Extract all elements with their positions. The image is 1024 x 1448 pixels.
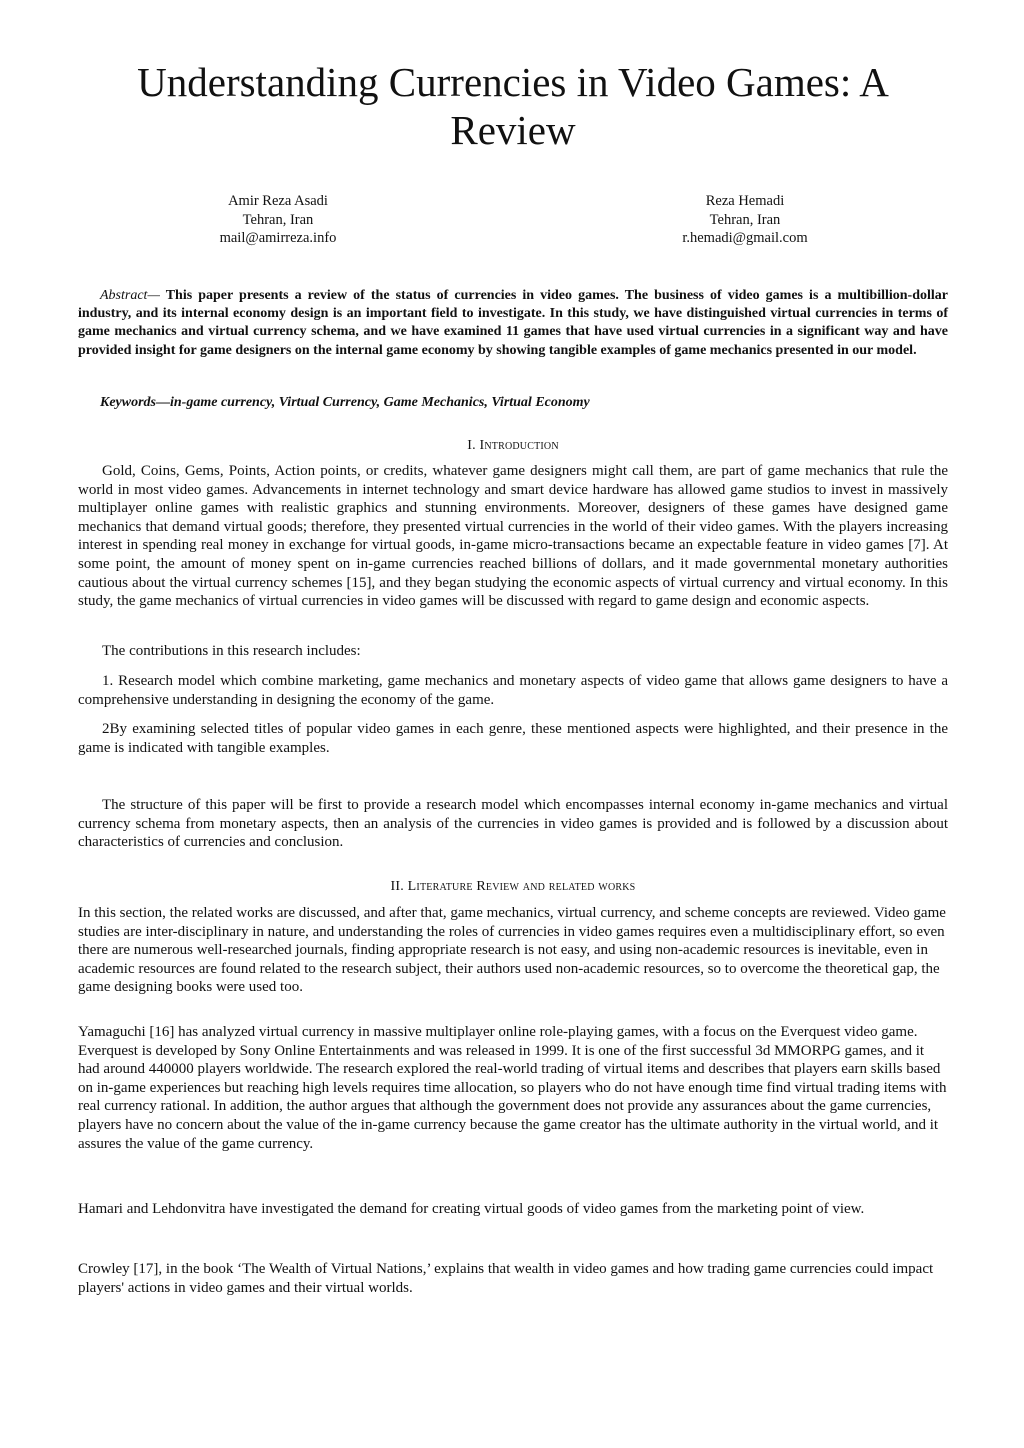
abstract xyxy=(78,287,948,360)
contributions-lead: The contributions in this research includes: xyxy=(102,643,361,659)
author-2-email: r.hemadi@gmail.com xyxy=(682,230,808,246)
author-2-name: Reza Hemadi xyxy=(705,193,785,209)
structure-paragraph: The structure of this paper will be first to provide a research model which encompasses internal economy in-game mechanics and virtual currency schema from monetary aspects, then an analysis of the currencies in video games is provided and is followed by a discussion about characteristics of currencies and conclusion. xyxy=(78,797,948,851)
intro-paragraph: Gold, Coins, Gems, Points, Action points, or credits, whatever game designers might call them, are part of game mechanics that rule the world in most video games. Advancements in internet technology and smart device hardware has allowed game studios to invest in massively multiplayer online games with realistic graphics and stunning environments. Moreover, designers of these games have designed game mechanics that demand virtual goods; therefore, they presented virtual currencies in the world of their video games. With the players increasing interest in spending real money in exchange for virtual goods, in-game micro-transactions became an expectable feature in video games [7]. At some point, the amount of money spent on in-game currencies reached billions of dollars, and it made governmental monetary authorities cautious about the virtual currency schemes [15], and they began studying the economic aspects of virtual currency and virtual economy. In this study, the game mechanics of virtual currencies in video games will be discussed with regard to game design and economic aspects. xyxy=(78,463,948,610)
contribution-item-2: 2By examining selected titles of popular video games in each genre, these mentioned aspects were highlighted, and their presence in the game is indicated with tangible examples. xyxy=(78,721,948,756)
author-1-location: Tehran, Iran xyxy=(242,211,314,228)
author-1 xyxy=(128,192,428,248)
section-heading-introduction: I. Introduction xyxy=(467,438,559,453)
author-1-email: mail@amirreza.info xyxy=(219,230,337,246)
literature-paragraph-3: Hamari and Lehdonvitra have investigated the demand for creating virtual goods of video games from the marketing point of view. xyxy=(78,1201,865,1217)
abstract-text: This paper presents a review of the status of currencies in video games. The business of video games is a multibillion-dollar industry, and its internal economy design is an important field to investigate. In this study, we have distinguished virtual currencies in terms of game mechanics and virtual currency schema, and we have examined 11 games that have used virtual currencies in a significant way and have provided insight for game designers on the internal game economy by showing tangible examples of game mechanics presented in our model. xyxy=(78,288,948,358)
author-1-name: Amir Reza Asadi xyxy=(228,193,328,209)
section-heading-literature-review: II. Literature Review and related works xyxy=(390,879,636,894)
keywords-text: in-game currency, Virtual Currency, Game Mechanics, Virtual Economy xyxy=(170,395,590,410)
abstract-label: Abstract— xyxy=(100,288,160,303)
author-2-location: Tehran, Iran xyxy=(709,211,781,228)
paper-title: Understanding Currencies in Video Games: A Review xyxy=(137,59,889,153)
author-2 xyxy=(595,192,895,248)
literature-paragraph-4: Crowley [17], in the book ‘The Wealth of Virtual Nations,’ explains that wealth in video games and how trading game currencies could impact players' actions in video games and their virtual worlds. xyxy=(78,1261,934,1296)
literature-paragraph-2: Yamaguchi [16] has analyzed virtual currency in massive multiplayer online role-playing games, with a focus on the Everquest video game. Everquest is developed by Sony Online Entertainments and was released in 1999. It is one of the first successful 3d MMORPG games, and it had around 440000 players worldwide. The research explored the real-world trading of virtual items and describes that players earn skills based on in-game experiences but reaching high levels requires time allocation, so players who do not have enough time find virtual trading items with real currency rational. In addition, the author argues that although the government does not provide any assurances about the game currencies, players have no concern about the value of the in-game currency because the game creator has the ultimate authority in the virtual world, and it assures the value of the game currency. xyxy=(78,1024,947,1152)
author-block xyxy=(78,192,948,252)
keywords-label: Keywords— xyxy=(100,395,170,410)
contribution-item-1: 1. Research model which combine marketing, game mechanics and monetary aspects of video game that allows game designers to have a comprehensive understanding in designing the economy of the game. xyxy=(78,673,948,708)
literature-paragraph-1: In this section, the related works are discussed, and after that, game mechanics, virtual currency, and scheme concepts are reviewed. Video game studies are inter-disciplinary in nature, and understanding the roles of currencies in video games requires even a multidisciplinary effort, so even there are numerous well-researched journals, finding appropriate research is not easy, and using non-academic resources is inevitable, even in academic resources are found related to the research subject, their authors used non-academic resources, so to overcome the theoretical gap, the game designing books were used too. xyxy=(78,905,946,996)
keywords xyxy=(78,394,948,412)
